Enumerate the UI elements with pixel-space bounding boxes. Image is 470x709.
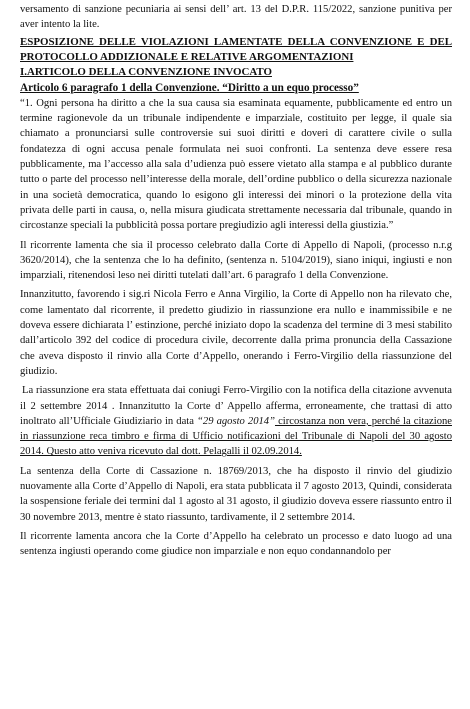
paragraph-riassunzione bbox=[20, 383, 452, 459]
subsection-heading: I.ARTICOLO DELLA CONVENZIONE INVOCATO bbox=[20, 65, 272, 78]
quote-paragraph: “1. Ogni persona ha diritto a che la sua causa sia esaminata equamente, pubblicamente ed entro un termine ragionevole da un tribunale indipendente e imparziale, costituito per legge, il quale sia chiamato a pronunciarsi sulle controversie sui suoi diritti e doveri di carattere civile o sulla fondatezza di ogni accusa penale formulata nei suoi confronti. La sentenza deve essere resa pubblicamente, ma l’accesso alla sala d’udienza può essere vietato alla stampa e al pubblico durante tutto o parte del processo nell’interesse della morale, dell’ordine pubblico o della sicurezza nazionale in una società democratica, quando lo esigono gli interessi dei minori o la protezione della vita privata delle parti in causa, o, nella misura giudicata strettamente necessaria dal tribunale, quando in circostanze speciali la pubblicità possa portare pregiudizio agli interessi della giustizia.” bbox=[20, 97, 452, 232]
paragraph-intro: versamento di sanzione pecuniaria ai sensi dell’ art. 13 del D.P.R. 115/2022, sanzione punitiva per aver intento la lite. bbox=[20, 4, 452, 31]
paragraph-cassazione: La sentenza della Corte di Cassazione n. 18769/2013, che ha disposto il rinvio del giudizio nuovamente alla Corte d’Appello di Napoli, era stata pubblicata il 7 agosto 2013, Quindi, considerata la sospensione feriale dei termini dal 1 agosto al 31 agosto, il giudizio doveva essere riassunto entro il 30 novembre 2013, mentre è stato riassunto, tardivamente, il 2 settembre 2014. bbox=[20, 465, 452, 523]
paragraph-riassunzione-start: La riassunzione era stata effettuata dai coniugi Ferro-Virgilio con la notifica della citazione avvenuta il 2 settembre 2014 . Innanzitutto la Corte d’ Appello afferma, erroneamente, che trattasi di atto inoltrato all’Ufficiale Giudiziario in data bbox=[20, 385, 452, 427]
section-heading: ESPOSIZIONE DELLE VIOLAZIONI LAMENTATE DELLA CONVENZIONE E DEL PROTOCOLLO ADDIZIONALE E RELATIVE ARGOMENTAZIONI bbox=[20, 35, 452, 63]
paragraph-first-argument: Innanzitutto, favorendo i sig.ri Nicola Ferro e Anna Virgilio, la Corte di Appello non ha rilevato che, come lamentato dal ricorrente, il predetto giudizio in riassunzione era nullo e inammissibile e ne doveva essere dichiarata l’ estinzione, perché iniziato dopo la scadenza del termine di 3 mesi stabilito dall’articolo 392 del codice di procedura civile, decorrente dalla prima pronuncia della Cassazione che aveva disposto il rinvio alla Corte d’Appello, onerando i Ferro-Virgilio della riassunzione del giudizio. bbox=[20, 289, 452, 377]
article-heading: Articolo 6 paragrafo 1 della Convenzione. “Diritto a un equo processo” bbox=[20, 81, 359, 94]
paragraph-complaint: Il ricorrente lamenta che sia il processo celebrato dalla Corte di Appello di Napoli, (processo n.r.g 3620/2014), che la sentenza che lo ha definito, (sentenza n. 5104/2019), siano iniqui, ingiusti e non imparziali, ritenendosi leso nei diritti tutelati dall’art. 6 paragrafo 1 della Convenzione. bbox=[20, 239, 452, 282]
quoted-date: “29 agosto 2014” bbox=[197, 415, 275, 427]
paragraph-final: Il ricorrente lamenta ancora che la Corte d’Appello ha celebrato un processo e dato luogo ad una sentenza ingiusti operando come giudice non imparziale e non equo condannandolo per bbox=[20, 530, 452, 558]
underlined-passage: circostanza non vera, perché la citazione in riassunzione reca timbro e firma di Ufficio notificazioni del Tribunale di Napoli del 30 agosto 2014. Questo atto veniva ricevuto dal dott. Pelagalli il 02.09.2014. bbox=[20, 415, 452, 458]
